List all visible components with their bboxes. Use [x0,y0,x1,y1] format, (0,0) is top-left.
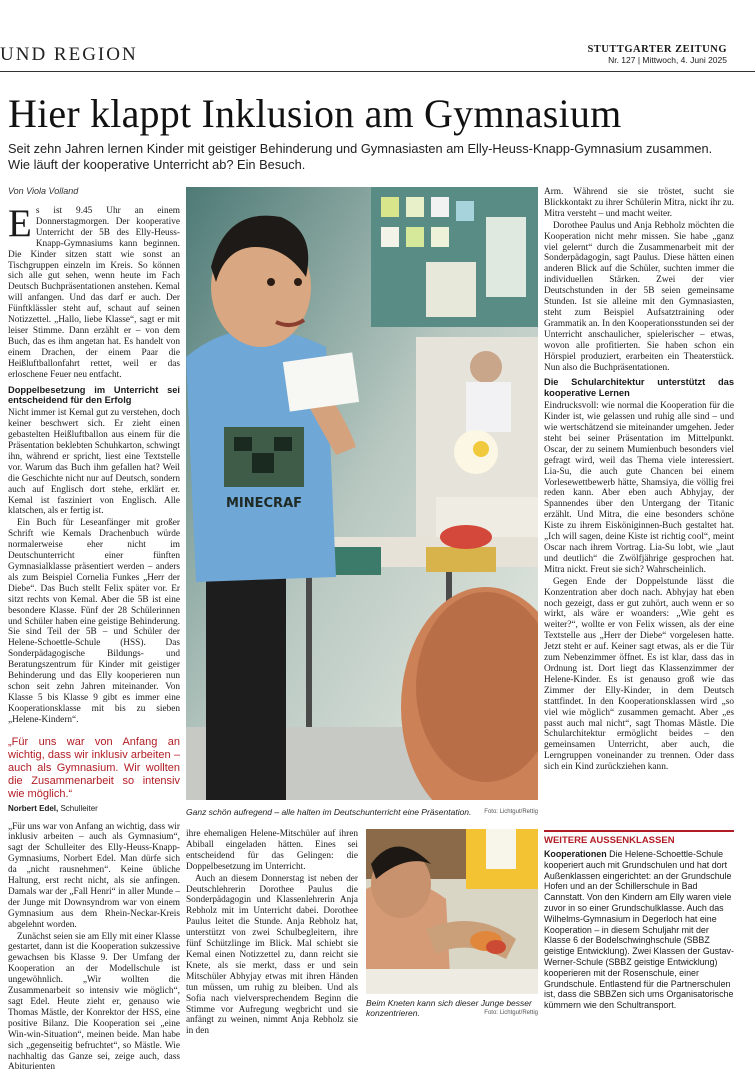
article-column-1 [8,202,180,1074]
info-box-text: Kooperationen Die Helene-Schoettle-Schule kooperiert auch mit Grundschulen und hat dort Außenklassen eingerichtet: an der Grundschule Hofen und an der Schillerschule in Bad Cannstatt. Von den Kindern am Elly waren viele zuvor in so einer Grundschulklasse. Auch das Wilhelms-Gymnasium in Degerloch hat eine Kooperation – in diesem Schuljahr mit der Klasse 6 der Bodelschwinghschule (SBBZ geistige Entwicklung). Zwei Klassen der Gustav-Werner-Schule (SBBZ geistige Entwicklung) kooperieren mit der Rosenschule, einer Grundschule. Entlastend für die Partnerschulen ist, dass die SBBZen sich ums Organisatorische kümmern wie den Schultransport. [544,849,734,1011]
article-column-3 [544,187,734,774]
small-photo-caption: Beim Kneten kann sich dieser Junge besser konzentrieren. Foto: Lichtgut/Rettig [366,998,538,1018]
publication-name: STUTTGARTER ZEITUNG [587,44,727,55]
lead-paragraph: Seit zehn Jahren lernen Kinder mit geistiger Behinderung und Gymnasiasten am Elly-Heuss-Knapp-Gymnasium zusammen. Wie läuft der kooperative Unterricht ab? Ein Besuch. [8,141,713,172]
photo-credit: Foto: Lichtgut/Rettig [484,809,538,815]
info-box [544,830,734,1011]
drop-cap: E [8,202,32,245]
info-box-title: WEITERE AUSSENKLASSEN [544,830,734,846]
body-paragraph: Ein Buch für Leseanfänger mit großer Schrift wie Kemals Drachenbuch würde normalerweise eher nicht im Deutschunterricht einer fünften Gymnasialklasse präsentiert werden – anders als zum Beispiel Cornelia Funkes „Herr der Diebe“. Das Buch stellt Felix später vor. Er sitzt rechts von Kemal. Aber die 5B ist eine besondere Klasse. Fünf der 28 Schülerinnen und Schüler haben eine geistige Behinderung. Sie sind Teil der 5B – und Schüler der Helene-Schoettle-Schule (HSS). Das Sonderpädagogische Bildungs- und Beratungszentrum für Kinder mit geistiger Behinderung und das Elly kooperieren nun schon seit zehn Jahren miteinander. Von Klasse 5 bis Klasse 9 gibt es immer eine Kooperationsklasse mit bis zu sieben „Helene-Kindern“. [8,518,180,725]
pull-quote-author: Norbert Edel, Schulleiter [8,803,98,813]
masthead [587,44,727,65]
classroom-photo-image [186,187,538,800]
pull-quote: „Für uns war von Anfang an wichtig, dass wir inklusiv arbeiten – auch als Gymnasium. Wir wollten die Zusammenarbeit so intensiv wie möglich.“ [8,735,180,800]
issue-info: Nr. 127 | Mittwoch, 4. Juni 2025 [608,55,727,65]
kneading-photo-image [366,829,538,994]
body-paragraph: Arm. Während sie sie tröstet, sucht sie Blickkontakt zu ihrer Schülerin Mitra, nickt ihr zu. Mitra versteht – und macht weiter. [544,187,734,219]
header-rule [0,71,755,72]
subheading: Doppelbesetzung im Unterricht sei entscheidend für den Erfolg [8,384,180,406]
body-paragraph: Dorothee Paulus und Anja Rebholz möchten die Kooperation nicht mehr missen. Sie habe „ganz viel gelernt“ durch die Zusammenarbeit mit der Sonderpädagogin, sagt Paulus. Diese hätten einen anderen Blick auf die Schüler, suchten immer die individuellen Stärken. Zwei der vier Deutschstunden in der 5B seien gemeinsame Stunden. Ist sie alleine mit den Gymnasiasten, steht zum Beispiel Aufsatztraining oder Grammatik an. In den Kooperationsstunden sei der Unterricht anschaulicher, spielerischer – etwas, wovon alle profitierten. Sie haben schon ein Hörspiel produziert, erarbeiten ein Theaterstück. Nun also die Buchpräsentationen. [544,220,734,373]
body-paragraph: Es ist 9.45 Uhr an einem Donnerstagmorgen. Der kooperative Unterricht der 5B des Elly-Heuss-Knapp-Gymnasiums kann beginnen. Die Kinder sitzen statt wie sonst an Tischgruppen einzeln im Kreis. So können sich alle gut sehen, wenn heute im Fach Deutsch Buchpräsentationen anstehen. Kemal will anfangen. Und das darf er auch. Der Fünftklässler steht auf, schaut auf seinen Notizzettel. „Hallo, liebe Klasse“, sagt er mit leiser Stimme. Dann erzählt er – von dem Buch, das es ihm angetan hat. Es handelt von einem Drachen, der einem Paar die Heißluftballonfahrt rettet, weil er das erloschene Feuer neu entfacht. [8,202,180,380]
main-photo [186,187,538,800]
main-photo-caption: Ganz schön aufregend – alle halten im Deutschunterricht eine Präsentation. Foto: Lichtgut/Rettig [186,807,538,817]
shirt-print: MINECRAF [225,496,303,511]
body-paragraph: Zunächst seien sie am Elly mit einer Klasse gestartet, dann ist die Kooperation sukzessive gewachsen bis Klasse 9. Der Umfang der Kooperation an der Modellschule ist ungewöhnlich. „Wir wollten die Zusammenarbeit so intensiv wie möglich“, sagt Edel. Heute zieht er, genauso wie Thomas Mästle, der Konrektor der HSS, eine positive Bilanz. Die Kooperation sei „eine Win-win-Situation“, meinen beide. Man habe sich „gegenseitig befruchtet“, so Mästle. Wie nachhaltig das Ganze sei, zeige auch, dass Abiturienten [8,931,180,1073]
photo-credit: Foto: Lichtgut/Rettig [484,1010,538,1016]
body-paragraph: Gegen Ende der Doppelstunde lässt die Konzentration aber doch nach. Abhyjay hat eben noch gezeigt, dass er gut zuhört, auch wenn er so wirkt, als wäre er woanders: „Wie geht es weiter?“, wollte er von Felix wissen, als der eine Textstelle aus „Herr der Diebe“ vorgelesen hatte. Jetzt steht er auf. Keiner sagt etwas, als er die Tür zum Nebenzimmer öffnet. Es ist klar, dass das in Ordnung ist. Dort liegt das Klassenzimmer der Helene-Kinder. Es ist genauso groß wie das Zimmer der Elly-Kinder, in dem Deutsch stattfindet. In den Kooperationsklassen wird „so viel wie möglich“ zusammen gemacht. Aber „es passt auch mal nicht“, sagt Thomas Mästle. Die Schularchitektur ermöglicht beides – den gemeinsamen Unterricht, aber auch, die Lerngruppen voneinander zu trennen. Oder dass sich ein Kind zurückziehen kann. [544,576,734,773]
body-paragraph: Eindrucksvoll: wie normal die Kooperation für die Kinder ist, wie gelassen und ruhig alle sind – und wie wertschätzend sie miteinander umgehen. Jeder steht bei seiner Präsentation im Mittelpunkt. Oscar, der zu seinem Mumienbuch besonders viel gefragt wird, weil das Thema viele interessiert. Lia-Su, die auch gute Chancen bei einem Vorlesewettbewerb hätte, Shamsiya, die völlig frei reden kann. Aber eben auch Abhyjay, der Spannendes über den Untergang der Titanic erzählt. Und Mitra, die eine besonders schöne Kiste zu ihrem Eisköniginnen-Buch gestaltet hat. „Ich will sagen, deine Kiste ist richtig cool“, meint Oscar nach ihrem Vortrag. Lia-Su lobt, wie „laut und deutlich“ die Zwölfjährige gesprochen hat. Mitra nickt. Freut sie sich? Wahrscheinlich. [544,401,734,575]
section-title: UND REGION [0,44,138,65]
small-photo [366,829,538,994]
body-paragraph: Nicht immer ist Kemal gut zu verstehen, doch keiner beschwert sich. Er zieht einen gebastelten Heißluftballon aus einem für die Präsentation beklebten Schuhkarton, schwingt ihn, während er spricht, liest eine Textstelle vor. Warum das Buch ihm gefallen hat? Weil die Geschichte nicht nur auf Deutsch, sondern auch auf Englisch dort stehe, erklärt er. Kemal ist fasziniert von Englisch. Alle klatschen, als er fertig ist. [8,408,180,517]
body-paragraph: „Für uns war von Anfang an wichtig, dass wir inklusiv arbeiten – auch als Gymnasium“, sagt der Schulleiter des Elly-Heuss-Knapp-Gymnasiums, Norbert Edel. Man dürfe sich da „nicht rausnehmen“. Keine übliche Haltung, erst recht nicht, als sie anfingen. Damals war der „Fall Henri“ in aller Munde – der Junge mit Downsyndrom war von einem Gymnasium aus dem Rhein-Neckar-Kreis abgelehnt worden. [8,821,180,930]
subheading: Die Schularchitektur unterstützt das kooperative Lernen [544,377,734,399]
headline: Hier klappt Inklusion am Gymnasium [8,91,622,136]
article-column-2 [186,829,358,1038]
body-paragraph: ihre ehemaligen Helene-Mitschüler auf ihren Abiball eingeladen hätten. Eines sei entscheidend für das Gelingen: die Doppelbesetzung im Unterricht. [186,829,358,872]
byline: Von Viola Volland [8,186,79,196]
body-paragraph: Auch an diesem Donnerstag ist neben der Deutschlehrerin Dorothee Paulus die Sonderpädagogin und Klassenlehrerin Anja Rebholz mit im Unterricht dabei. Dorothee Paulus leitet die Stunde. Anja Rebholz hat, unterstützt von zwei Schulbegleitern, ihre fünf Schützlinge im Blick. Mal schiebt sie Kemal einen Notizzettel zu, dann reicht sie Knete, als sie merkt, dass er und sein Mitschüler Abhyjay etwas mit ihren Händen tun müssen, um ruhig zu bleiben. Und als Sofia nach vielversprechendem Beginn die Stimme vor Aufregung wegbricht und sie anfängt zu weinen, nimmt Anja Rebholz sie in den [186,873,358,1037]
